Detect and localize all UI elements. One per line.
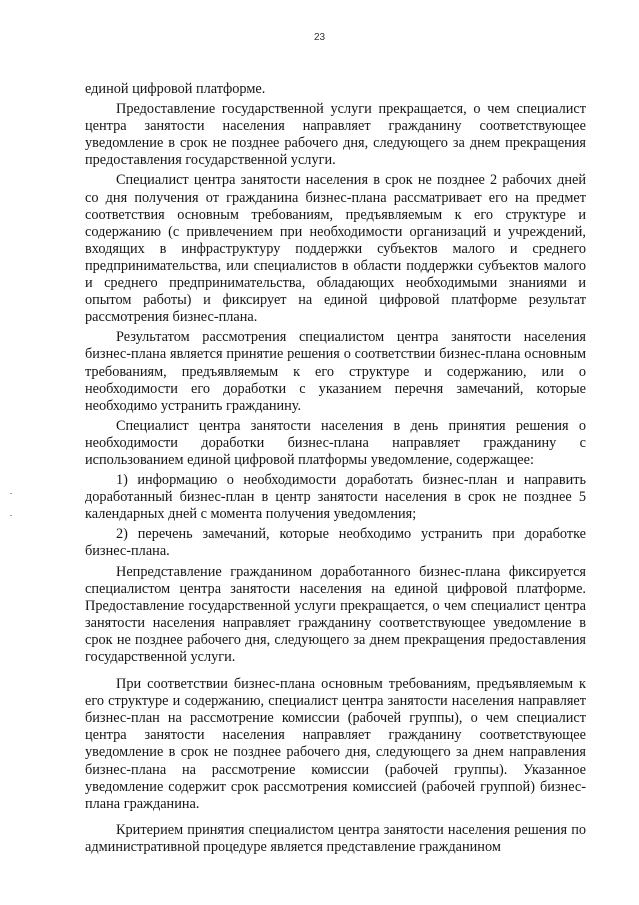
paragraph-revision-notice: Специалист центра занятости населения в день принятия решения о необходимости доработки бизнес-плана направляет гражданину с использованием единой цифровой платформы уведомление, содержащее: [85,417,586,468]
paragraph-service-termination: Предоставление государственной услуги прекращается, о чем специалист центра занятости населения направляет гражданину соответствующее уведомление в срок не позднее рабочего дня, следующего за днем прекращения предоставления государственной услуги. [85,101,586,169]
margin-mark [10,493,12,494]
paragraph-review-result: Результатом рассмотрения специалистом центра занятости населения бизнес-плана является принятие решения о соответствии бизнес-плана основным требованиям, предъявляемым к его структуре и содержанию, или о необходимости его доработки с указанием перечня замечаний, которые необходимо устранить гражданину. [85,329,586,414]
margin-mark [10,515,12,516]
paragraph-non-submission: Непредставление гражданином доработанного бизнес-плана фиксируется специалистом центра занятости населения на единой цифровой платформе. Предоставление государственной услуги прекращается, о чем специалист центра занятости населения направляет гражданину соответствующее уведомление в срок не позднее рабочего дня, следующего за днем прекращения предоставления государственной услуги. [85,563,586,665]
paragraph-commission-referral: При соответствии бизнес-плана основным требованиям, предъявляемым к его структуре и содержанию, специалист центра занятости населения направляет бизнес-план на рассмотрение комиссии (рабочей группы), о чем специалист центра занятости населения направляет гражданину соответствующее уведомление в срок не позднее рабочего дня, следующего за днем направления бизнес-плана на рассмотрение комиссии (рабочей группы). Указанное уведомление содержит срок рассмотрения комиссией (рабочей группой) бизнес-плана гражданина. [85,676,586,812]
list-item-2: 2) перечень замечаний, которые необходимо устранить при доработке бизнес-плана. [85,526,586,560]
paragraph-business-plan-review: Специалист центра занятости населения в срок не позднее 2 рабочих дней со дня получения от гражданина бизнес-плана рассматривает его на предмет соответствия основным требованиям, предъявляемым к его структуре и содержанию (с привлечением при необходимости организаций и учреждений, входящих в инфраструктуру поддержки субъектов малого и среднего предпринимательства, или специалистов в области поддержки субъектов малого и среднего предпринимательства, обладающих необходимыми знаниями и опытом работы) и фиксирует на единой цифровой платформе результат рассмотрения бизнес-плана. [85,172,586,326]
paragraph-continuation: единой цифровой платформе. [85,81,266,97]
paragraph-decision-criterion: Критерием принятия специалистом центра занятости населения решения по административной процедуре является представление гражданином [85,821,586,855]
page-number: 23 [313,32,326,43]
list-item-1: 1) информацию о необходимости доработать бизнес-план и направить доработанный бизнес-план в центр занятости населения в срок не позднее 5 календарных дней с момента получения уведомления; [85,472,586,523]
page-body [85,81,586,856]
